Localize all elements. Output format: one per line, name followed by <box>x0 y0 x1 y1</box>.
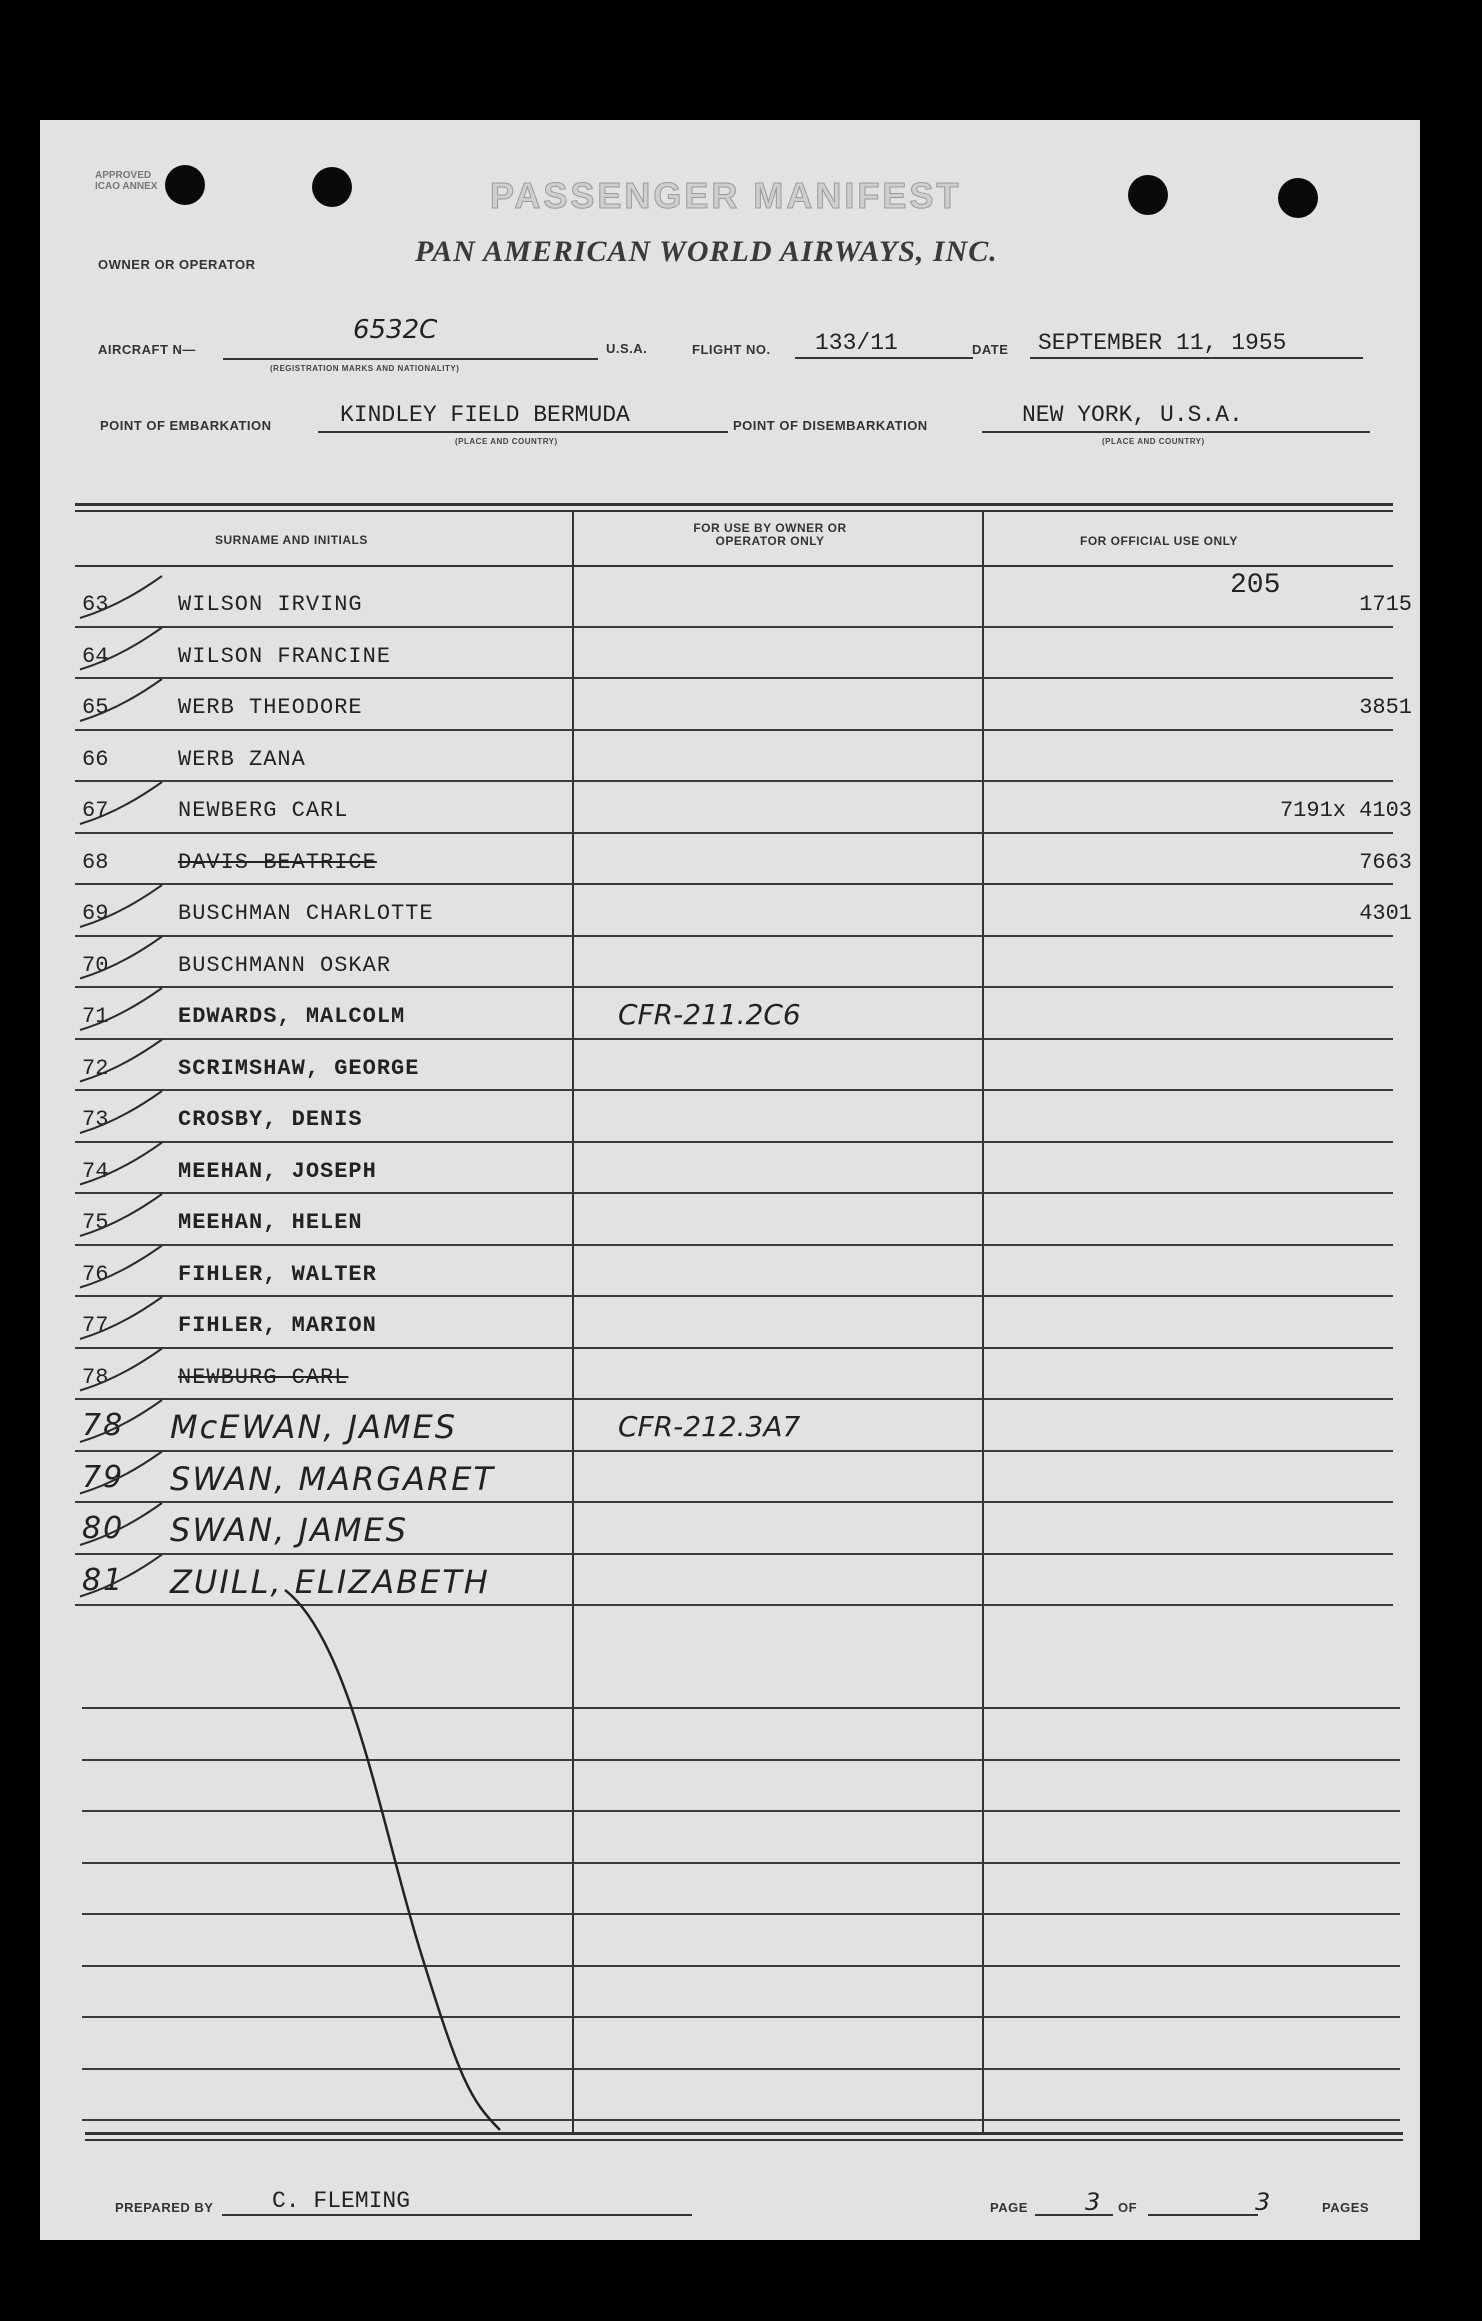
row-number: 70 <box>82 952 109 978</box>
date-value: SEPTEMBER 11, 1955 <box>1038 330 1287 356</box>
check-mark <box>80 576 162 618</box>
handwritten-marks <box>40 120 1420 2240</box>
check-mark <box>80 679 162 721</box>
of-value: 3 <box>1255 2188 1271 2216</box>
passenger-name: SCRIMSHAW, GEORGE <box>178 1055 420 1081</box>
handwritten-line <box>285 1590 500 2130</box>
check-mark <box>80 988 162 1030</box>
owner-value: PAN AMERICAN WORLD AIRWAYS, INC. <box>415 235 998 268</box>
check-mark <box>80 1091 162 1133</box>
page-label: PAGE <box>990 2200 1028 2215</box>
official-note: 205 <box>1230 570 1281 601</box>
row-number: 68 <box>82 849 109 875</box>
col-surname-header: SURNAME AND INITIALS <box>215 533 368 547</box>
check-mark <box>80 782 162 824</box>
passenger-name: BUSCHMAN CHARLOTTE <box>178 901 434 926</box>
check-mark <box>80 1349 162 1391</box>
row-number: 67 <box>82 798 109 823</box>
row-number: 63 <box>82 592 109 617</box>
flight-label: FLIGHT NO. <box>692 342 771 357</box>
disembark-sublabel: (PLACE AND COUNTRY) <box>1102 437 1205 446</box>
official-use-entry: 7191x 4103 <box>1279 798 1412 823</box>
passenger-name: WERB THEODORE <box>178 695 363 720</box>
check-mark <box>80 1246 162 1288</box>
passenger-name: MEEHAN, HELEN <box>178 1210 363 1235</box>
col-owner-header: FOR USE BY OWNER OR OPERATOR ONLY <box>693 521 847 548</box>
passenger-name: FIHLER, WALTER <box>178 1261 377 1287</box>
row-number: 65 <box>82 695 109 720</box>
row-number: 66 <box>82 746 109 772</box>
date-label: DATE <box>972 342 1009 357</box>
disembark-value: NEW YORK, U.S.A. <box>1022 402 1243 428</box>
prepared-label: PREPARED BY <box>115 2200 214 2215</box>
passenger-name: EDWARDS, MALCOLM <box>178 1004 406 1029</box>
disembark-label: POINT OF DISEMBARKATION <box>733 418 928 433</box>
row-number: 76 <box>82 1261 109 1287</box>
passenger-name: BUSCHMANN OSKAR <box>178 952 392 978</box>
passenger-name: WERB ZANA <box>178 746 306 772</box>
row-number: 80 <box>82 1511 125 1546</box>
row-number: 77 <box>82 1313 109 1338</box>
row-number: 78 <box>82 1364 109 1390</box>
aircraft-label: AIRCRAFT N— <box>98 342 196 357</box>
passenger-name: SWAN, JAMES <box>170 1511 408 1549</box>
passenger-name: NEWBERG CARL <box>178 798 349 823</box>
passenger-name: McEWAN, JAMES <box>170 1408 458 1446</box>
row-number: 73 <box>82 1107 109 1132</box>
official-use-entry: 7663 <box>1359 849 1412 875</box>
approval-stamp: APPROVED ICAO ANNEX <box>95 170 158 192</box>
check-mark <box>80 1555 162 1597</box>
check-mark <box>80 1297 162 1339</box>
flight-value: 133/11 <box>815 330 898 356</box>
row-number: 69 <box>82 901 109 926</box>
check-mark <box>80 628 162 670</box>
usa-label: U.S.A. <box>606 341 648 356</box>
owner-use-entry: CFR-212.3A7 <box>618 1410 801 1443</box>
passenger-name: NEWBURG CARL <box>178 1364 349 1390</box>
page-value: 3 <box>1085 2188 1101 2216</box>
pages-label: PAGES <box>1322 2200 1370 2215</box>
passenger-name: CROSBY, DENIS <box>178 1107 363 1132</box>
check-mark <box>80 1452 162 1494</box>
official-use-entry: 1715 <box>1359 592 1412 617</box>
row-number: 75 <box>82 1210 109 1235</box>
prepared-value: C. FLEMING <box>272 2188 411 2214</box>
owner-label: OWNER OR OPERATOR <box>98 257 256 272</box>
manifest-sheet <box>40 120 1420 2240</box>
passenger-name: DAVIS BEATRICE <box>178 849 377 875</box>
passenger-name: WILSON IRVING <box>178 592 363 617</box>
passenger-name: ZUILL, ELIZABETH <box>170 1562 490 1601</box>
aircraft-sublabel: (REGISTRATION MARKS AND NATIONALITY) <box>270 364 460 373</box>
embark-value: KINDLEY FIELD BERMUDA <box>340 402 630 428</box>
row-number: 74 <box>82 1158 109 1184</box>
row-number: 72 <box>82 1055 109 1081</box>
row-number: 81 <box>82 1562 125 1598</box>
passenger-name: SWAN, MARGARET <box>170 1459 495 1498</box>
check-mark <box>80 1194 162 1236</box>
check-mark <box>80 1040 162 1082</box>
form-title: PASSENGER MANIFEST <box>490 175 962 216</box>
owner-use-entry: CFR-211.2C6 <box>618 998 801 1031</box>
check-mark <box>80 937 162 979</box>
embark-label: POINT OF EMBARKATION <box>100 418 272 433</box>
col-official-header: FOR OFFICIAL USE ONLY <box>1080 534 1238 548</box>
row-number: 71 <box>82 1004 109 1029</box>
of-label: OF <box>1118 2200 1138 2215</box>
embark-sublabel: (PLACE AND COUNTRY) <box>455 437 558 446</box>
passenger-name: WILSON FRANCINE <box>178 643 392 669</box>
aircraft-value: 6532C <box>353 315 438 345</box>
official-use-entry: 4301 <box>1359 901 1412 926</box>
check-mark <box>80 885 162 927</box>
check-mark <box>80 1143 162 1185</box>
check-mark <box>80 1400 162 1442</box>
passenger-name: FIHLER, MARION <box>178 1313 377 1338</box>
row-number: 79 <box>82 1459 125 1495</box>
row-number: 64 <box>82 643 109 669</box>
official-use-entry: 3851 <box>1359 695 1412 720</box>
passenger-name: MEEHAN, JOSEPH <box>178 1158 377 1184</box>
check-mark <box>80 1503 162 1545</box>
row-number: 78 <box>82 1408 125 1443</box>
